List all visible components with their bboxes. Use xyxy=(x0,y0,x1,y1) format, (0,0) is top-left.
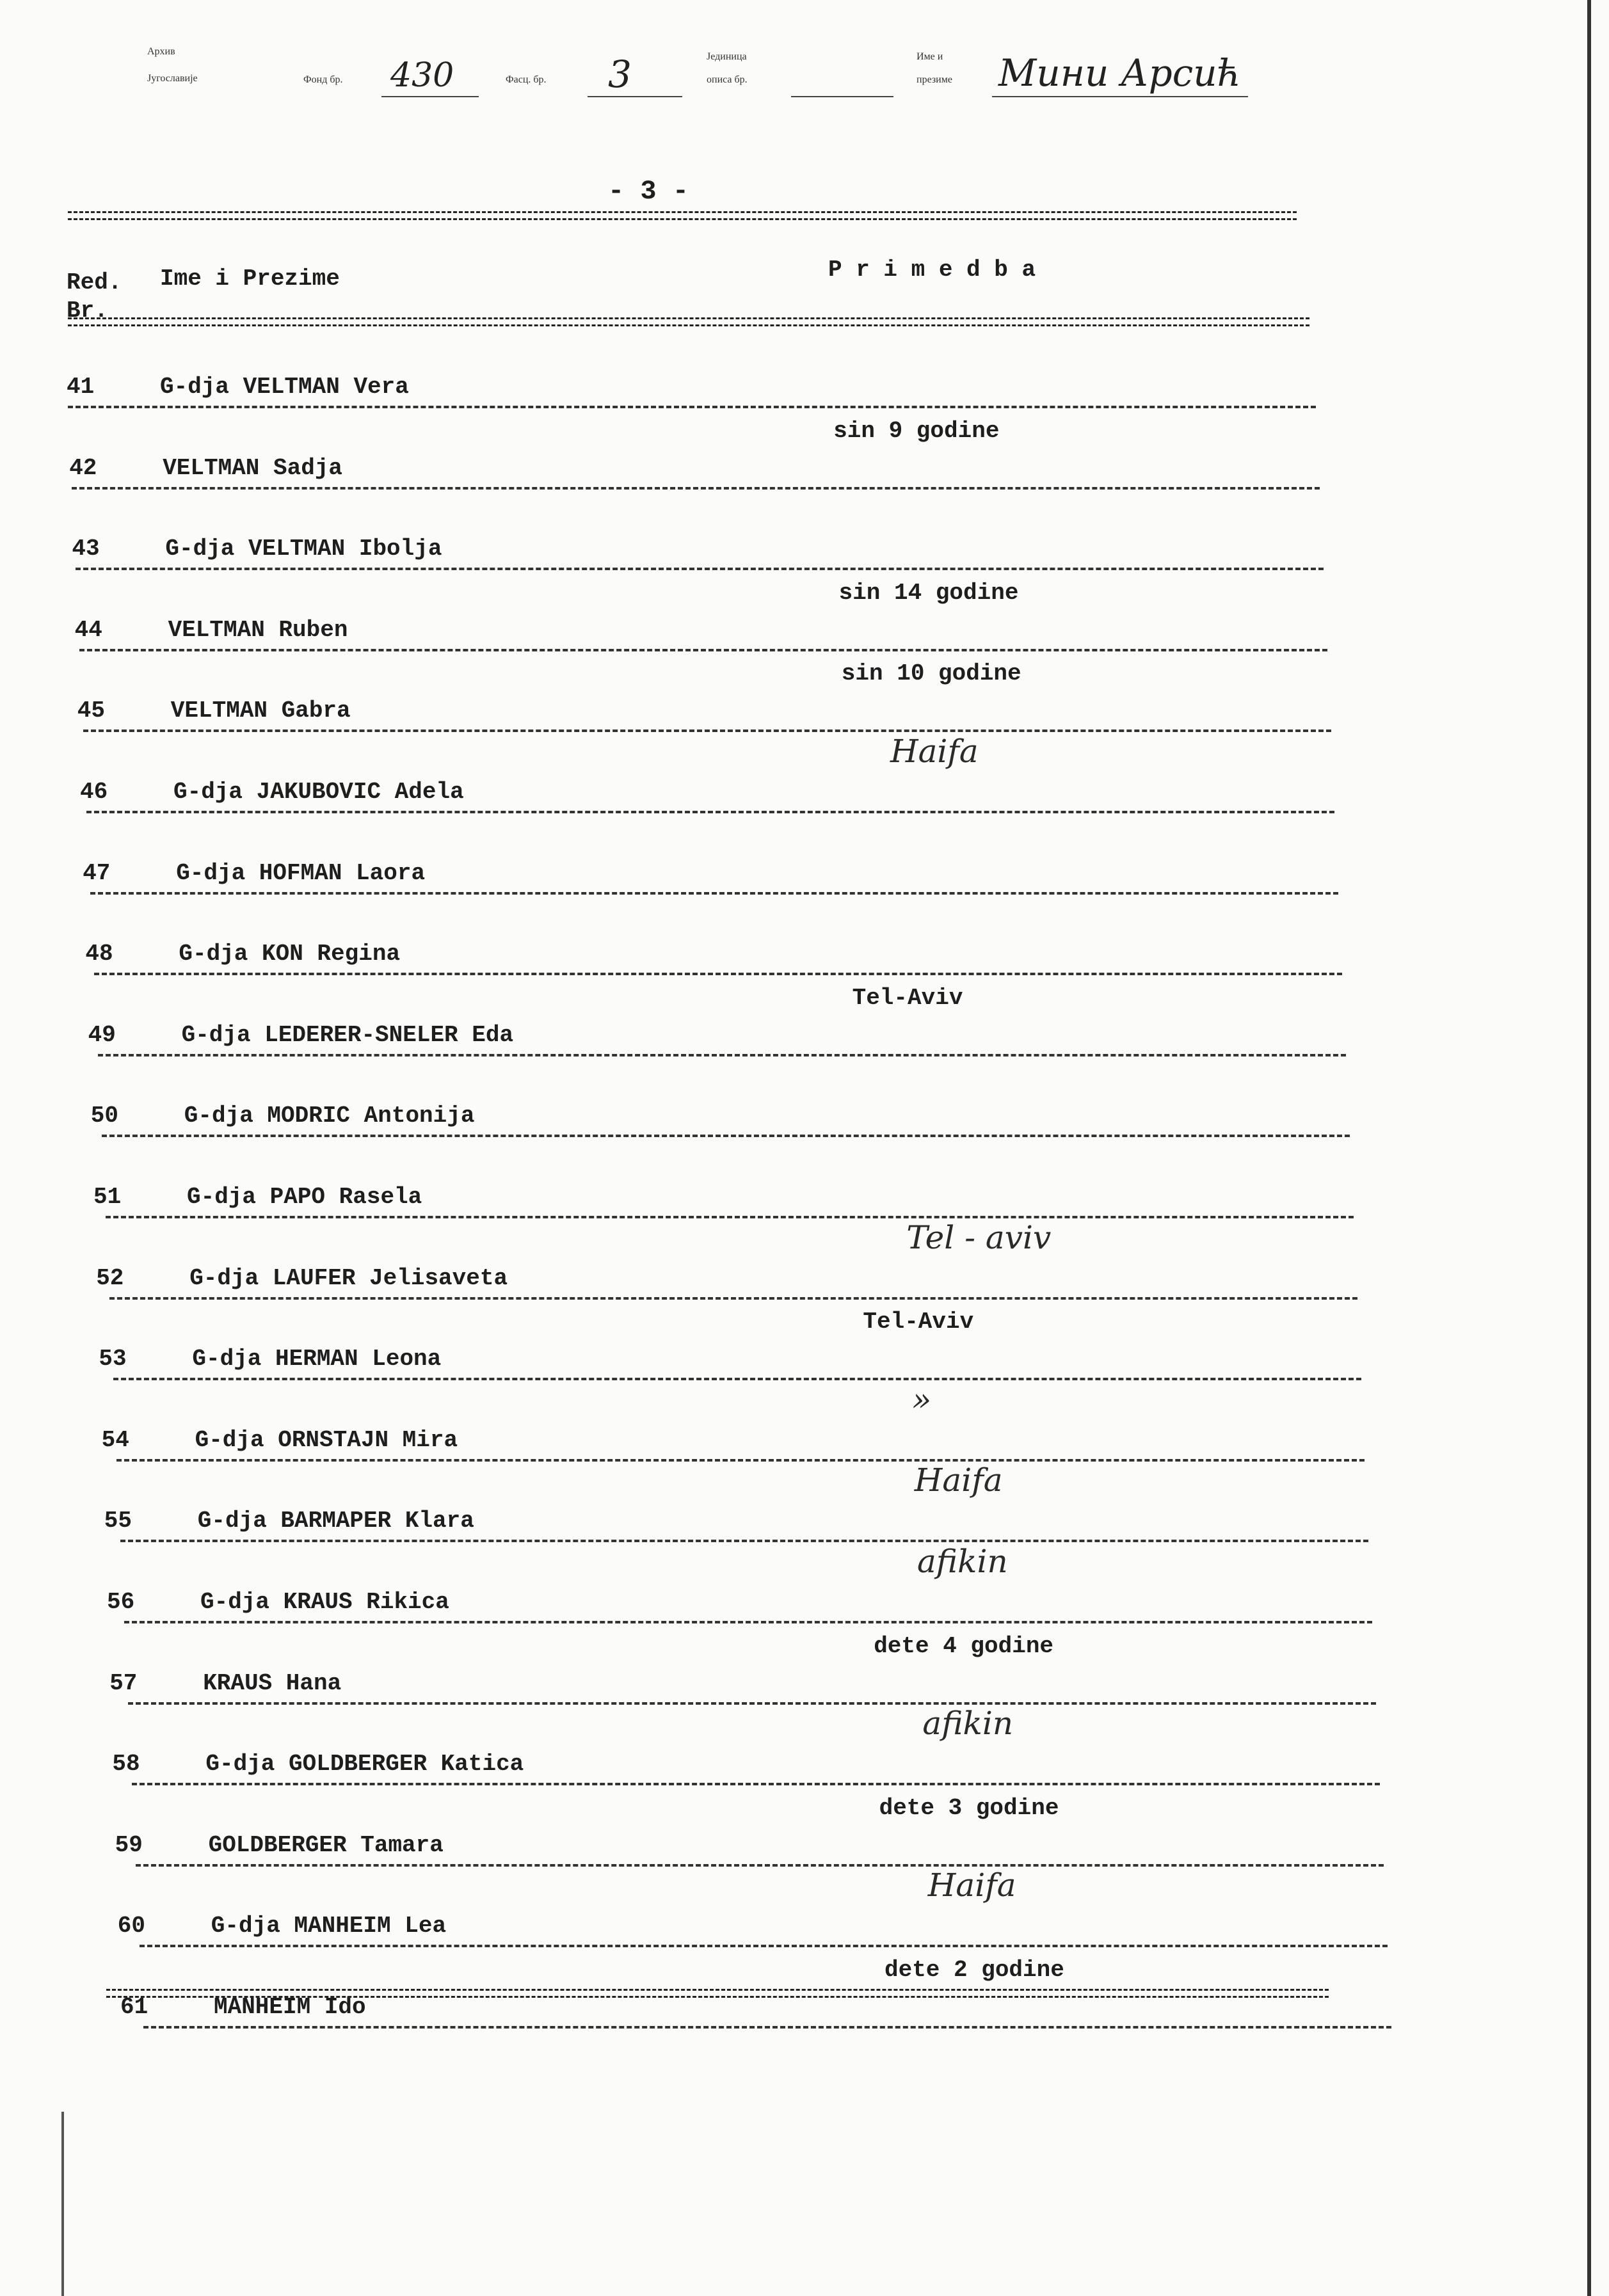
row-number: 59 xyxy=(115,1831,143,1858)
row-note: sin 9 godine xyxy=(833,417,1000,444)
row-number: 57 xyxy=(109,1670,138,1696)
row-note: dete 2 godine xyxy=(885,1957,1064,1983)
row-name: G-dja LAUFER Jelisaveta xyxy=(189,1264,508,1291)
row-name: G-dja HOFMAN Laora xyxy=(176,859,426,886)
row-name: GOLDBERGER Tamara xyxy=(208,1831,444,1858)
row-separator xyxy=(90,892,1338,895)
row-separator xyxy=(124,1621,1372,1623)
row-separator xyxy=(109,1297,1357,1300)
table-row xyxy=(0,536,1609,616)
row-number: 45 xyxy=(77,698,106,724)
row-name: G-dja GOLDBERGER Katica xyxy=(205,1751,524,1778)
row-number: 55 xyxy=(104,1508,132,1535)
row-number: 44 xyxy=(74,616,102,643)
header-col-name: Ime i Prezime xyxy=(160,266,340,292)
row-separator xyxy=(116,1459,1365,1462)
row-note: sin 14 godine xyxy=(838,579,1019,606)
table-row xyxy=(0,374,1609,454)
row-number: 48 xyxy=(85,941,113,968)
table-row xyxy=(0,733,1609,859)
name-value-signature: Мини Арсић xyxy=(998,51,1241,95)
table-row xyxy=(0,1380,1609,1508)
row-note: dete 4 godine xyxy=(874,1632,1054,1659)
archive-label-line1: Архив xyxy=(147,46,175,57)
row-name: G-dja KRAUS Rikica xyxy=(200,1589,449,1615)
row-separator xyxy=(136,1864,1384,1867)
row-name: G-dja JAKUBOVIC Adela xyxy=(173,779,464,805)
table-row xyxy=(0,1632,1609,1751)
name-label-line1: Име и xyxy=(917,51,943,62)
unit-label-line2: описа бр. xyxy=(707,74,748,85)
fasc-label: Фасц. бр. xyxy=(506,74,547,85)
row-separator xyxy=(120,1540,1368,1542)
row-number: 51 xyxy=(93,1184,122,1210)
row-separator xyxy=(94,973,1342,975)
row-handwritten-note: afikin xyxy=(922,1705,1014,1742)
row-separator xyxy=(76,568,1324,570)
table-row xyxy=(0,984,1609,1103)
row-number: 61 xyxy=(120,1994,148,2020)
row-number: 54 xyxy=(101,1426,129,1453)
fond-label: Фонд бр. xyxy=(303,74,343,85)
table-row xyxy=(0,417,1609,536)
row-separator xyxy=(86,811,1334,813)
row-number: 42 xyxy=(69,454,97,481)
row-separator xyxy=(140,1945,1388,1947)
fond-blank xyxy=(381,96,479,97)
archive-label-line2: Југославије xyxy=(147,73,198,84)
row-name: G-dja LEDERER-SNELER Eda xyxy=(181,1021,514,1048)
row-note: dete 3 godine xyxy=(879,1794,1059,1821)
row-name: MANHEIM Ido xyxy=(214,1994,366,2020)
row-name: VELTMAN Sadja xyxy=(163,454,343,481)
table-row xyxy=(0,1867,1609,1993)
row-name: G-dja VELTMAN Vera xyxy=(160,374,409,400)
row-handwritten-note: Tel - aviv xyxy=(906,1218,1052,1256)
row-handwritten-note: » xyxy=(911,1380,932,1418)
table-row xyxy=(0,660,1609,778)
top-double-rule xyxy=(68,211,1297,220)
row-number: 50 xyxy=(90,1103,119,1129)
row-name: G-dja VELTMAN Ibolja xyxy=(165,536,442,562)
scan-edge-left xyxy=(61,2112,64,2296)
table-row xyxy=(0,1957,1609,2075)
row-separator xyxy=(79,649,1327,651)
row-separator xyxy=(113,1378,1361,1380)
row-name: G-dja PAPO Rasela xyxy=(187,1184,422,1210)
row-number: 52 xyxy=(96,1264,124,1291)
row-name: VELTMAN Gabra xyxy=(170,698,351,724)
table-row xyxy=(0,1462,1609,1588)
row-handwritten-note: afikin xyxy=(917,1543,1008,1580)
row-number: 56 xyxy=(107,1589,135,1615)
table-row xyxy=(0,1543,1609,1670)
name-label-line2: презиме xyxy=(917,74,952,85)
fasc-blank xyxy=(588,96,682,97)
table-row xyxy=(0,579,1609,698)
header-col-no-line1: Red. xyxy=(67,269,122,296)
row-name: G-dja MODRIC Antonija xyxy=(184,1103,475,1129)
unit-blank xyxy=(791,96,893,97)
unit-label-line1: Јединица xyxy=(707,51,747,62)
row-separator xyxy=(72,487,1320,490)
table-row xyxy=(0,1309,1609,1426)
row-note: sin 10 godine xyxy=(841,660,1021,687)
row-separator xyxy=(143,2026,1391,2029)
row-separator xyxy=(83,729,1331,732)
header-col-no-line2: Br. xyxy=(67,298,108,324)
row-number: 41 xyxy=(67,374,95,400)
row-name: VELTMAN Ruben xyxy=(168,616,348,643)
header-col-note: P r i m e d b a xyxy=(828,257,1036,283)
row-name: G-dja ORNSTAJN Mira xyxy=(195,1426,458,1453)
row-name: KRAUS Hana xyxy=(203,1670,342,1696)
row-number: 58 xyxy=(112,1751,140,1778)
row-number: 43 xyxy=(72,536,100,562)
header-col-no xyxy=(67,269,122,325)
row-separator xyxy=(98,1054,1346,1056)
row-separator xyxy=(102,1135,1350,1137)
row-name: G-dja HERMAN Leona xyxy=(192,1346,442,1373)
row-number: 47 xyxy=(83,859,111,886)
row-number: 49 xyxy=(88,1021,116,1048)
row-separator xyxy=(68,406,1316,408)
fasc-value: 3 xyxy=(608,52,632,96)
bottom-double-rule xyxy=(106,1989,1329,1998)
table-row xyxy=(0,1705,1609,1831)
row-number: 53 xyxy=(99,1346,127,1373)
fond-value: 430 xyxy=(390,56,454,95)
row-name: G-dja MANHEIM Lea xyxy=(211,1913,447,1940)
page-number: - 3 - xyxy=(608,176,689,207)
row-number: 60 xyxy=(117,1913,146,1940)
table-row xyxy=(0,1218,1609,1346)
table-row xyxy=(0,1794,1609,1913)
row-note: Tel-Aviv xyxy=(863,1309,974,1335)
row-name: G-dja BARMAPER Klara xyxy=(197,1508,474,1535)
table-row xyxy=(0,860,1609,941)
table-row xyxy=(0,941,1609,1021)
row-note: Tel-Aviv xyxy=(852,984,963,1011)
row-separator xyxy=(106,1216,1354,1218)
header-double-rule xyxy=(68,317,1309,326)
row-name: G-dja KON Regina xyxy=(179,941,401,968)
table-row xyxy=(0,1103,1609,1183)
row-handwritten-note: Haifa xyxy=(914,1462,1003,1499)
table-row xyxy=(0,1184,1609,1264)
row-handwritten-note: Haifa xyxy=(927,1867,1016,1904)
row-separator xyxy=(132,1783,1380,1785)
name-blank xyxy=(992,96,1248,97)
row-separator xyxy=(128,1702,1376,1705)
row-number: 46 xyxy=(80,779,108,805)
row-handwritten-note: Haifa xyxy=(890,733,979,770)
